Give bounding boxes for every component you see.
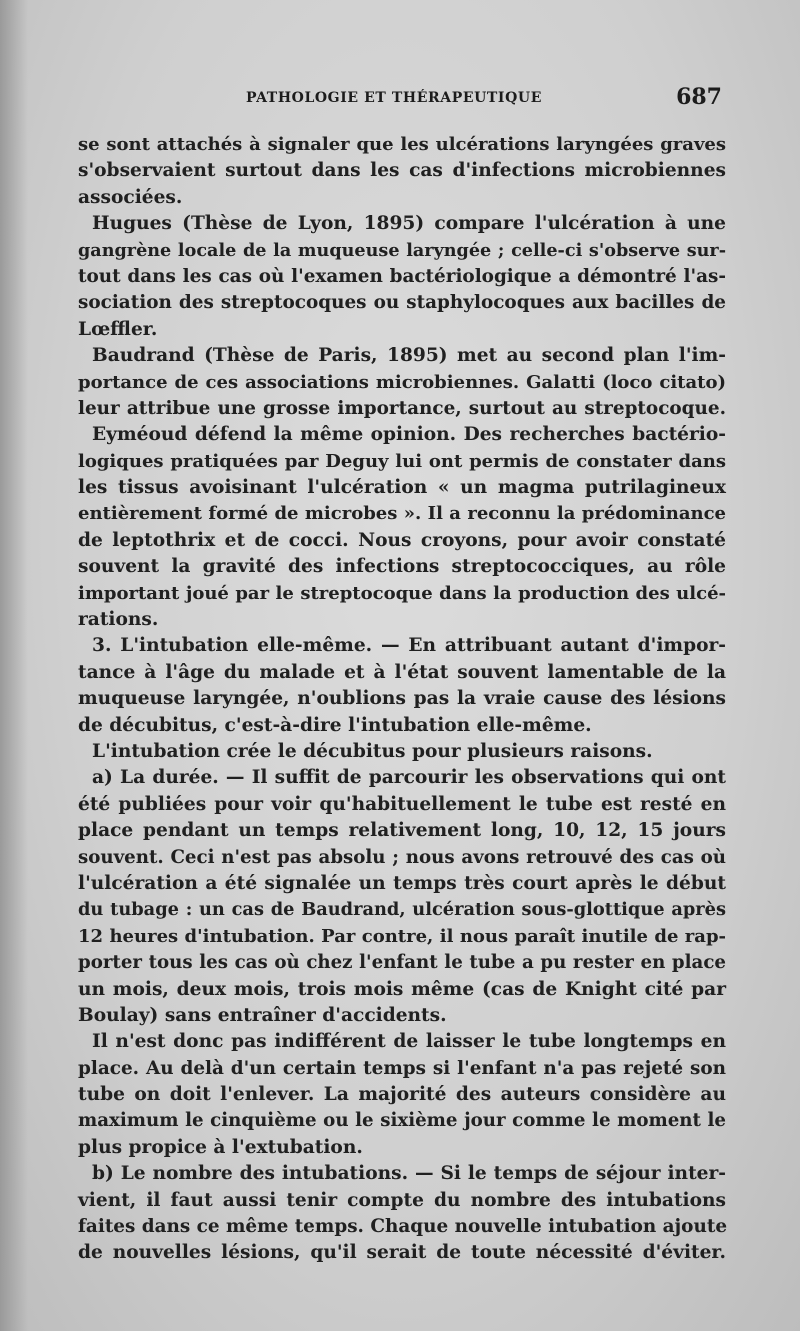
text-line: Eyméoud défend la même opinion. Des recherches bactério- xyxy=(92,424,726,446)
text-line: muqueuse laryngée, n'oublions pas la vraie cause des lésions xyxy=(78,688,726,710)
text-line: souvent. Ceci n'est pas absolu ; nous avons retrouvé des cas où xyxy=(78,846,726,868)
text-line: faites dans ce même temps. Chaque nouvelle intubation ajoute xyxy=(78,1216,728,1238)
text-line: L'intubation crée le décubitus pour plusieurs raisons. xyxy=(92,740,653,762)
page-edge-shadow xyxy=(0,0,28,1331)
text-line: été publiées pour voir qu'habituellement le tube est resté en xyxy=(78,793,726,815)
text-line: Il n'est donc pas indifférent de laisser le tube longtemps en xyxy=(92,1031,726,1053)
text-line: portance de ces associations microbiennes. Galatti (loco citato) xyxy=(78,371,726,393)
text-line: logiques pratiquées par Deguy lui ont permis de constater dans xyxy=(78,450,726,472)
text-line: tout dans les cas où l'examen bactériologique a démontré l'as- xyxy=(78,265,726,287)
text-line: plus propice à l'extubation. xyxy=(78,1136,363,1158)
text-line: Hugues (Thèse de Lyon, 1895) compare l'ulcération à une xyxy=(92,213,726,235)
text-line: 3. L'intubation elle-même. — En attribuant autant d'impor- xyxy=(92,635,726,657)
text-line: associées. xyxy=(78,186,183,208)
text-line: du tubage : un cas de Baudrand, ulcération sous-glottique après xyxy=(78,899,726,921)
text-line: tance à l'âge du malade et à l'état souvent lamentable de la xyxy=(78,661,726,683)
text-line: Boulay) sans entraîner d'accidents. xyxy=(78,1004,447,1026)
text-line: de leptothrix et de cocci. Nous croyons, pour avoir constaté xyxy=(78,529,726,551)
text-line: 12 heures d'intubation. Par contre, il nous paraît inutile de rap- xyxy=(78,925,726,947)
text-line: souvent la gravité des infections streptococciques, au rôle xyxy=(78,556,726,578)
text-line: entièrement formé de microbes ». Il a reconnu la prédominance xyxy=(78,503,726,525)
text-line: l'ulcération a été signalée un temps très court après le début xyxy=(78,872,726,894)
text-line: se sont attachés à signaler que les ulcérations laryngées graves xyxy=(78,134,726,155)
running-head: PATHOLOGIE ET THÉRAPEUTIQUE xyxy=(246,90,542,106)
text-line: Baudrand (Thèse de Paris, 1895) met au second plan l'im- xyxy=(92,345,726,367)
text-line: de nouvelles lésions, qu'il serait de toute nécessité d'éviter. xyxy=(78,1242,726,1264)
text-line: Lœffler. xyxy=(78,318,158,340)
page-number: 687 xyxy=(676,84,722,110)
text-line: a) La durée. — Il suffit de parcourir les observations qui ont xyxy=(92,767,726,789)
text-line: important joué par le streptocoque dans la production des ulcé- xyxy=(78,582,726,604)
text-line: porter tous les cas où chez l'enfant le tube a pu rester en place xyxy=(78,952,726,974)
text-line: s'observaient surtout dans les cas d'infections microbiennes xyxy=(78,160,726,182)
text-line: place pendant un temps relativement long, 10, 12, 15 jours xyxy=(78,820,726,842)
text-line: maximum le cinquième ou le sixième jour comme le moment le xyxy=(78,1110,726,1132)
body-text xyxy=(78,132,726,1267)
text-line: tube on doit l'enlever. La majorité des auteurs considère au xyxy=(78,1084,726,1106)
text-line: b) Le nombre des intubations. — Si le temps de séjour inter- xyxy=(92,1163,726,1185)
text-line: un mois, deux mois, trois mois même (cas de Knight cité par xyxy=(78,978,726,1000)
page-header xyxy=(78,84,722,112)
text-line: sociation des streptocoques ou staphylocoques aux bacilles de xyxy=(78,292,726,314)
text-line: gangrène locale de la muqueuse laryngée ; celle-ci s'observe sur- xyxy=(78,239,726,261)
text-line: les tissus avoisinant l'ulcération « un magma putrilagineux xyxy=(78,477,726,499)
text-line: vient, il faut aussi tenir compte du nombre des intubations xyxy=(78,1189,726,1211)
text-line: place. Au delà d'un certain temps si l'enfant n'a pas rejeté son xyxy=(78,1057,726,1079)
text-line: de décubitus, c'est-à-dire l'intubation elle-même. xyxy=(78,714,592,736)
text-line: leur attribue une grosse importance, surtout au streptocoque. xyxy=(78,397,726,419)
text-line: rations. xyxy=(78,609,159,631)
